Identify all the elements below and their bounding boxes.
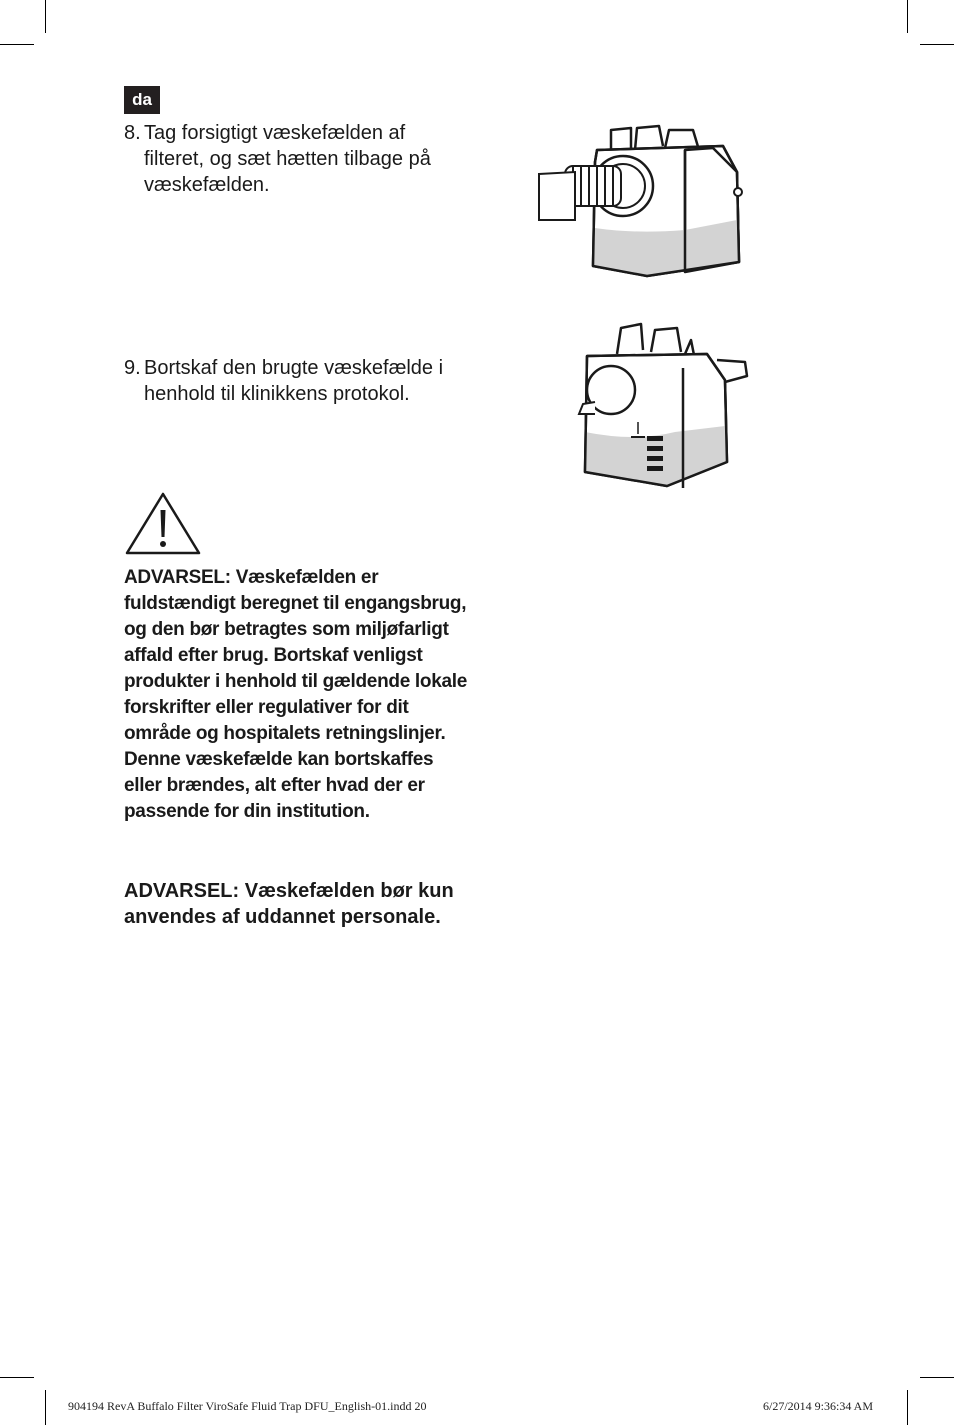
- footer-file: 904194 RevA Buffalo Filter ViroSafe Fluid Trap DFU_English-01.indd 20: [68, 1399, 427, 1413]
- crop-mark: [0, 1377, 34, 1378]
- crop-mark: [920, 1377, 954, 1378]
- step-number: 9.: [124, 357, 141, 379]
- warning-disposal: ADVARSEL: Væskefælden er fuldstændigt beregnet til engangsbrug, og den bør betragtes som miljøfarligt affald efter brug. Bortskaf venligst produkter i henhold til gældende lokale forskrifter eller regulativer for dit område og hospitalets retningslinjer. Denne væskefælde kan bortskaffes eller brændes, alt efter hvad der er passende for din institution.: [124, 567, 468, 822]
- crop-mark: [907, 0, 908, 33]
- crop-mark: [907, 1390, 908, 1425]
- step-text: Bortskaf den brugte væskefælde i henhold til klinikkens protokol.: [144, 357, 444, 405]
- crop-mark: [45, 0, 46, 33]
- warning-trained-personnel: ADVARSEL: Væskefælden bør kun anvendes af uddannet personale.: [124, 880, 454, 928]
- step-text: Tag forsigtigt væskefælden af filteret, og sæt hætten tilbage på væskefælden.: [144, 122, 431, 196]
- step-number: 8.: [124, 122, 141, 144]
- footer-timestamp: 6/27/2014 9:36:34 AM: [763, 1399, 874, 1413]
- crop-mark: [45, 1390, 46, 1425]
- fluid-trap-capped-illustration: [575, 320, 750, 495]
- crop-mark: [0, 44, 34, 45]
- warning-triangle-icon: [124, 490, 202, 556]
- fluid-trap-with-connector-illustration: [535, 122, 747, 282]
- crop-mark: [920, 44, 954, 45]
- language-badge: da: [124, 86, 160, 114]
